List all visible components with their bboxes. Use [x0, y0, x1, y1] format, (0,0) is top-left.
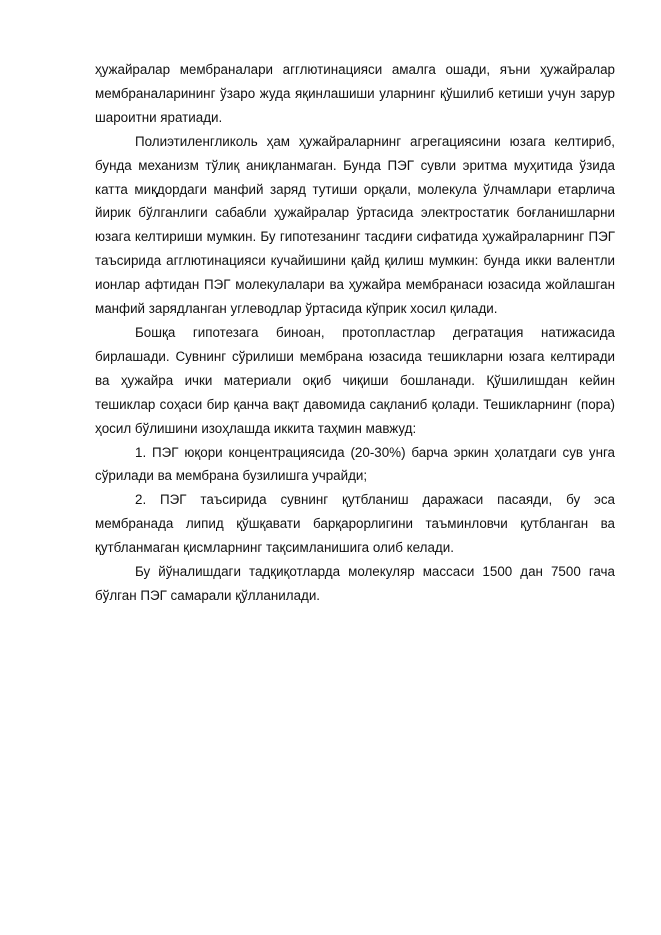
paragraph-5: 2. ПЭГ таъсирида сувнинг қутбланиш даражаси пасаяди, бу эса мембранада липид қўшқавати барқарорлигини таъминловчи қутбланган ва қутбланмаган қисмларнинг тақсимланишига олиб келади. — [95, 492, 615, 556]
paragraph-1: ҳужайралар мембраналари агглютинацияси амалга ошади, яъни ҳужайралар мембраналарининг ўзаро жуда яқинлашиши уларнинг қўшилиб кетиши учун зарур шароитни яратиади. — [95, 62, 615, 125]
paragraph-4: 1. ПЭГ юқори концентрациясида (20-30%) барча эркин ҳолатдаги сув унга сўрилади ва мембрана бузилишга учрайди; — [95, 444, 615, 484]
document-page — [95, 58, 615, 608]
paragraph-2: Полиэтиленгликоль ҳам ҳужайраларнинг агрегациясини юзага келтириб, бунда механизм тўлиқ аниқланмаган. Бунда ПЭГ сувли эритма муҳитида ўзида катта миқдордаги манфий заряд тутиши орқали, молекула ўлчамлари етарлича йирик бўлганлиги сабабли ҳужайралар ўртасида электростатик боғланишларни юзага келтириши мумкин. Бу гипотезанинг тасдиғи сифатида ҳужайраларнинг ПЭГ таъсирида агглютинацияси кучайишини қайд қилиш мумкин: бунда икки валентли ионлар афтидан ПЭГ молекулалари ва ҳужайра мембранаси юзасида жойлашган манфий зарядланган углеводлар ўртасида кўприк хосил қилади. — [95, 133, 615, 317]
paragraph-6: Бу йўналишдаги тадқиқотларда молекуляр массаси 1500 дан 7500 гача бўлган ПЭГ самарали қўлланилади. — [95, 564, 615, 603]
paragraph-3: Бошқа гипотезага биноан, протопластлар дегратация натижасида бирлашади. Сувнинг сўрилиши мембрана юзасида тешикларни юзага келтиради ва ҳужайра ички материали оқиб чиқиши бошланади. Қўшилишдан кейин тешиклар соҳаси бир қанча вақт давомида сақланиб қолади. Тешикларнинг (пора) ҳосил бўлишини изоҳлашда иккита таҳмин мавжуд: — [95, 324, 615, 436]
